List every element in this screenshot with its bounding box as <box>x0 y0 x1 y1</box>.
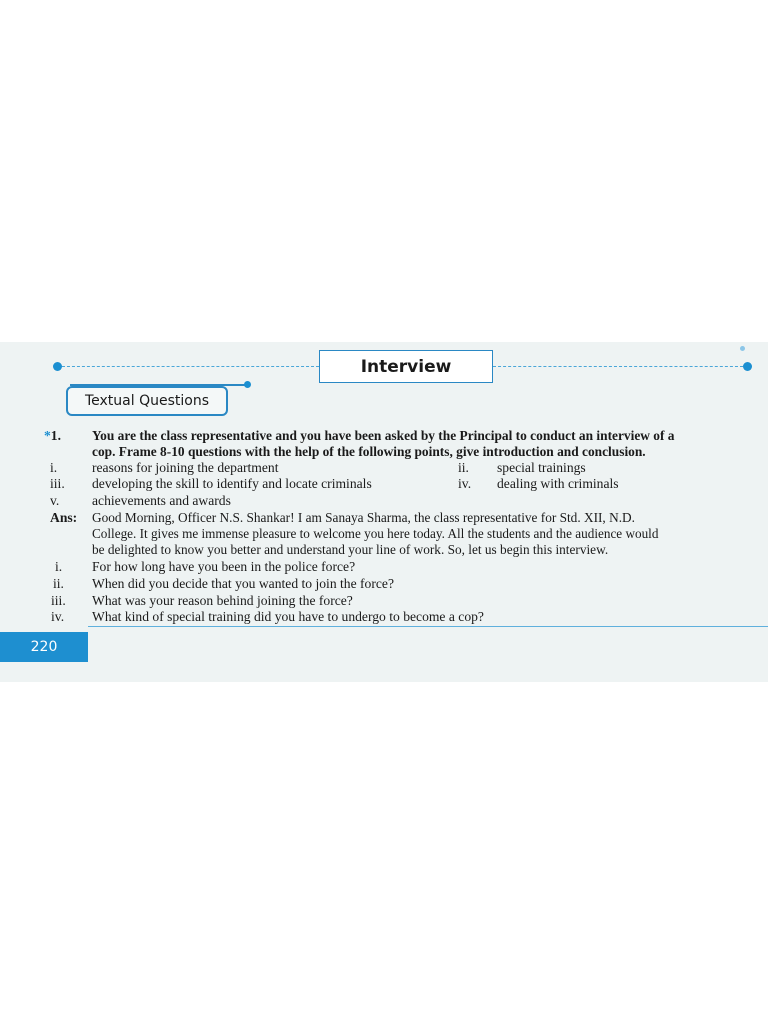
header-left-dash <box>62 366 319 367</box>
footer-rule <box>88 626 768 627</box>
point-number: ii. <box>458 460 469 475</box>
point-number: i. <box>50 460 58 475</box>
header-right-dot <box>743 362 752 371</box>
page-title: Interview <box>319 350 493 383</box>
question-number-text: 1. <box>50 428 61 443</box>
point-number: v. <box>50 493 60 508</box>
interview-question-text: When did you decide that you wanted to join the force? <box>92 576 394 591</box>
header-far-right-dot <box>740 346 745 351</box>
interview-question-text: What was your reason behind joining the force? <box>92 593 353 608</box>
question-text-line2: cop. Frame 8-10 questions with the help of the following points, give introduction and conclusion. <box>92 444 646 459</box>
point-number: iii. <box>50 476 65 491</box>
point-text: special trainings <box>497 460 586 475</box>
interview-question-number: ii. <box>53 576 64 591</box>
important-star: * <box>44 428 51 443</box>
interview-question-number: i. <box>55 559 63 574</box>
textbook-page <box>0 342 768 682</box>
point-number: iv. <box>458 476 472 491</box>
question-number <box>44 428 61 444</box>
point-text: developing the skill to identify and locate criminals <box>92 476 372 491</box>
page-number: 220 <box>0 632 88 662</box>
question-text-line1: You are the class representative and you have been asked by the Principal to conduct an interview of a <box>92 428 675 443</box>
badge-dot <box>244 381 251 388</box>
answer-line3: be delighted to know you better and understand your line of work. So, let us begin this interview. <box>92 542 609 557</box>
interview-question-text: For how long have you been in the police force? <box>92 559 356 574</box>
point-text: dealing with criminals <box>497 476 619 491</box>
interview-question-text: What kind of special training did you have to undergo to become a cop? <box>92 609 484 624</box>
section-label: Textual Questions <box>66 386 228 416</box>
header-right-dash <box>493 366 743 367</box>
header-left-dot <box>53 362 62 371</box>
point-text: reasons for joining the department <box>92 460 279 475</box>
answer-label: Ans: <box>50 510 78 525</box>
answer-line1: Good Morning, Officer N.S. Shankar! I am Sanaya Sharma, the class representative for Std. XII, N.D. <box>92 510 635 525</box>
interview-question-number: iv. <box>51 609 65 624</box>
point-text: achievements and awards <box>92 493 231 508</box>
interview-question-number: iii. <box>51 593 66 608</box>
answer-line2: College. It gives me immense pleasure to welcome you here today. All the students and the audience would <box>92 526 659 541</box>
